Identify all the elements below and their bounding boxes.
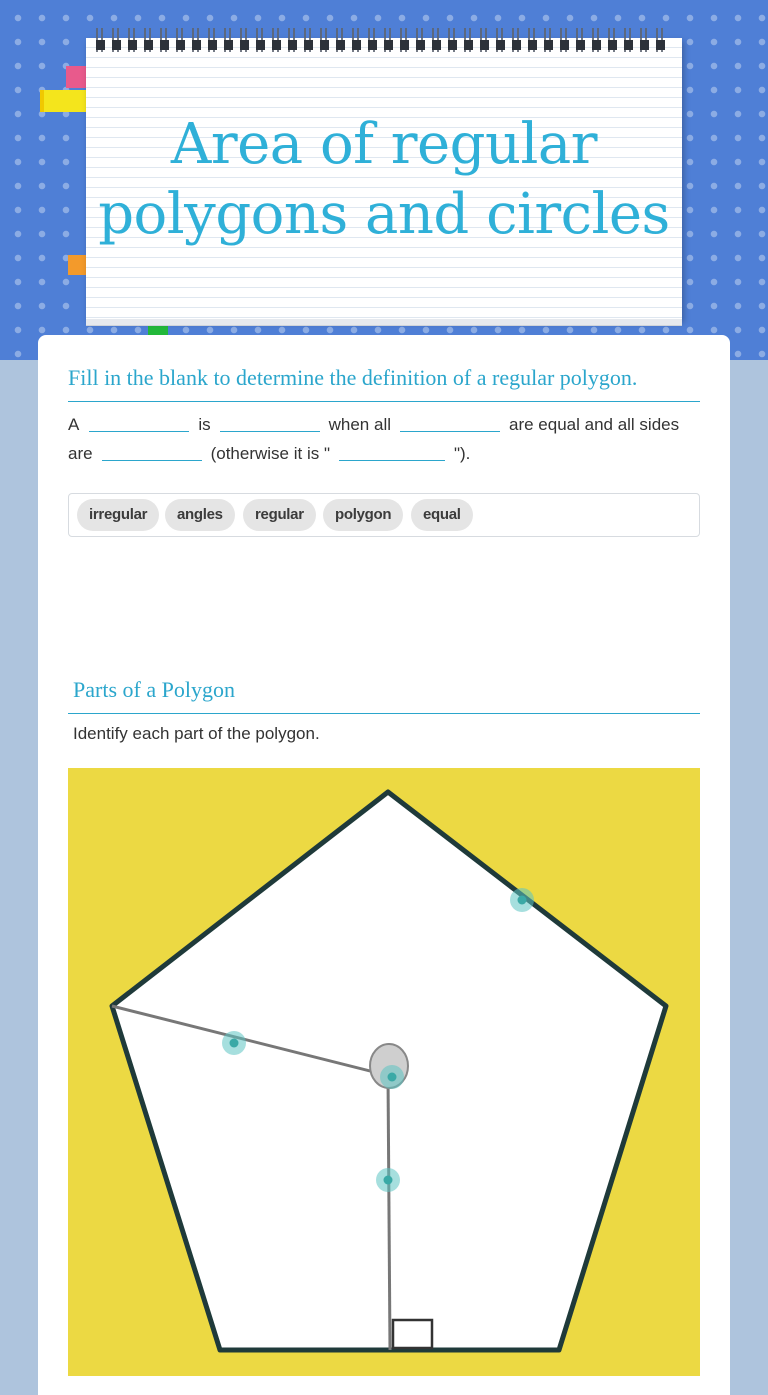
sentence-text: "). [453,444,471,463]
word-chip-irregular[interactable]: irregular [77,499,159,531]
sentence-text: is [198,415,211,434]
section-heading-definition: Fill in the blank to determine the definition of a regular polygon. [68,365,638,390]
orange-tab [68,255,88,275]
word-bank [68,493,700,537]
word-chip-polygon[interactable]: polygon [323,499,403,531]
sentence-text: are equal and all sides are [68,415,680,463]
pink-tab [66,66,88,88]
blank-4-drop-zone[interactable] [102,442,202,461]
yellow-tab [40,90,92,112]
word-chip-equal[interactable]: equal [411,499,473,531]
pentagon-figure [68,768,700,1376]
header-banner [0,0,768,360]
sentence-text: A [68,415,80,434]
fill-in-sentence [68,410,704,468]
blank-5-drop-zone[interactable] [339,442,445,461]
blank-1-drop-zone[interactable] [89,413,189,432]
sentence-text: (otherwise it is " [210,444,330,463]
hotspot-radius[interactable] [222,1031,246,1055]
apothem-line [388,1075,390,1350]
title-line-1: Area of regular [170,112,598,177]
sentence-text: when all [328,415,391,434]
title-line-2: polygons and circles [98,182,670,247]
section-divider [68,401,700,402]
page-title [86,110,682,250]
polygon-diagram [68,768,700,1376]
hotspot-side[interactable] [510,888,534,912]
section-divider [68,713,700,714]
hotspot-center[interactable] [380,1065,404,1089]
word-chip-angles[interactable]: angles [165,499,235,531]
hotspot-apothem[interactable] [376,1168,400,1192]
word-chip-regular[interactable]: regular [243,499,316,531]
section-heading-parts: Parts of a Polygon [73,677,235,702]
instructions-text: Identify each part of the polygon. [73,724,320,743]
blank-3-drop-zone[interactable] [400,413,500,432]
blank-2-drop-zone[interactable] [220,413,320,432]
spiral-binding-holes [96,40,672,50]
